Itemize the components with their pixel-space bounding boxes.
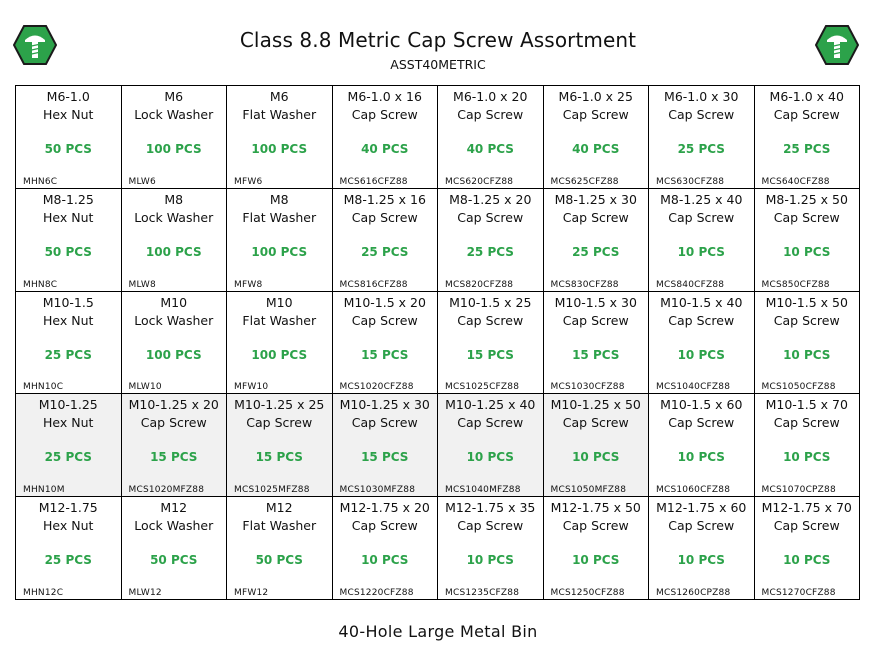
bin-quantity: 100 PCS [251, 142, 308, 156]
bin-quantity: 25 PCS [44, 450, 92, 465]
header [0, 0, 876, 86]
bin-quantity: 15 PCS [572, 347, 620, 362]
bin-part-number: MCS640CFZ88 [761, 176, 830, 187]
bin-cell [544, 394, 650, 497]
bin-cell [438, 86, 544, 189]
bin-part-number: MCS1060CFZ88 [656, 485, 731, 496]
bin-type: Hex Nut [43, 209, 94, 225]
bin-type: Cap Screw [246, 415, 313, 431]
bin-part-number: MCS1025MFZ88 [234, 485, 310, 496]
bin-quantity: 25 PCS [466, 244, 514, 259]
bin-quantity: 25 PCS [44, 553, 92, 568]
bin-quantity: 40 PCS [466, 142, 514, 156]
bin-quantity: 15 PCS [150, 450, 198, 465]
bin-quantity: 10 PCS [783, 347, 831, 362]
bin-type: Cap Screw [351, 209, 418, 225]
bin-size: M6-1.0 x 16 [347, 89, 422, 104]
bin-cell [544, 497, 650, 600]
bin-type: Flat Washer [242, 518, 317, 534]
bin-quantity: 10 PCS [466, 553, 514, 568]
bin-cell [438, 292, 544, 395]
bin-part-number: MCS820CFZ88 [445, 279, 514, 290]
bin-quantity: 25 PCS [783, 142, 831, 156]
bin-cell [333, 497, 439, 600]
bin-quantity: 100 PCS [145, 142, 202, 156]
bin-cell [755, 189, 861, 292]
bin-part-number: MHN10M [23, 485, 65, 496]
bin-cell [16, 189, 122, 292]
bin-type: Lock Washer [134, 518, 214, 534]
bin-type: Hex Nut [43, 107, 94, 122]
bin-part-number: MFW10 [234, 382, 269, 393]
bin-type: Cap Screw [351, 312, 418, 328]
bin-part-number: MHN12C [23, 588, 64, 598]
bin-cell [438, 394, 544, 497]
bin-type: Flat Washer [242, 312, 317, 328]
bin-part-number: MHN6C [23, 176, 58, 187]
bin-quantity: 25 PCS [572, 244, 620, 259]
bin-size: M12-1.75 x 70 [761, 500, 852, 516]
bin-part-number: MCS1270CFZ88 [761, 588, 836, 598]
bin-type: Cap Screw [773, 209, 840, 225]
bin-size: M6-1.0 x 30 [664, 89, 739, 104]
bin-quantity: 25 PCS [44, 347, 92, 362]
bin-cell [438, 189, 544, 292]
bin-size: M12-1.75 x 60 [656, 500, 747, 516]
bin-part-number: MCS850CFZ88 [761, 279, 830, 290]
bin-type: Hex Nut [43, 415, 94, 431]
bin-size: M6-1.0 [46, 89, 90, 104]
bin-cell [544, 189, 650, 292]
bin-quantity: 50 PCS [150, 553, 198, 568]
bin-quantity: 10 PCS [677, 347, 725, 362]
bin-cell [16, 86, 122, 189]
bin-type: Flat Washer [242, 209, 317, 225]
bin-type: Cap Screw [668, 209, 735, 225]
bin-type: Cap Screw [457, 107, 524, 122]
bin-quantity: 100 PCS [251, 244, 308, 259]
bin-quantity: 25 PCS [677, 142, 725, 156]
bin-part-number: MHN8C [23, 279, 58, 290]
bin-type: Cap Screw [773, 518, 840, 534]
bin-cell [649, 189, 755, 292]
bin-size: M6-1.0 x 20 [453, 89, 528, 104]
bin-cell [649, 292, 755, 395]
bin-type: Hex Nut [43, 312, 94, 328]
bin-cell [227, 292, 333, 395]
bin-part-number: MFW12 [234, 588, 269, 598]
bin-quantity: 10 PCS [572, 450, 620, 465]
bin-type: Cap Screw [457, 415, 524, 431]
bin-quantity: 15 PCS [255, 450, 303, 465]
bin-cell [755, 497, 861, 600]
bin-cell [122, 189, 228, 292]
bin-cell [649, 394, 755, 497]
bin-part-number: MCS1260CPZ88 [656, 588, 731, 598]
bin-type: Cap Screw [562, 415, 629, 431]
bin-type: Flat Washer [242, 107, 317, 122]
bin-cell [227, 189, 333, 292]
bin-part-number: MCS1020MFZ88 [128, 485, 205, 496]
bin-quantity: 10 PCS [677, 244, 725, 259]
bin-size: M12 [160, 500, 188, 516]
bin-cell [122, 86, 228, 189]
bin-quantity: 10 PCS [466, 450, 514, 465]
bin-part-number: MLW8 [128, 279, 156, 290]
bin-size: M10-1.5 x 30 [554, 294, 637, 310]
bin-type: Cap Screw [140, 415, 207, 431]
bin-type: Lock Washer [134, 209, 214, 225]
bin-cell [544, 292, 650, 395]
bin-quantity: 10 PCS [677, 553, 725, 568]
bin-type: Cap Screw [562, 312, 629, 328]
bin-size: M8 [269, 191, 289, 207]
bin-quantity: 15 PCS [361, 347, 409, 362]
bin-quantity: 10 PCS [783, 553, 831, 568]
bin-type: Cap Screw [351, 107, 418, 122]
bin-quantity: 50 PCS [44, 244, 92, 259]
bin-grid [15, 85, 860, 600]
bin-quantity: 10 PCS [572, 553, 620, 568]
bin-size: M6-1.0 x 40 [769, 89, 844, 104]
bin-quantity: 40 PCS [572, 142, 620, 156]
bin-type: Cap Screw [668, 415, 735, 431]
bin-size: M6 [269, 89, 289, 104]
bin-size: M12-1.75 [38, 500, 98, 516]
bin-part-number: MCS1040MFZ88 [445, 485, 521, 496]
bin-size: M8-1.25 x 40 [660, 191, 743, 207]
bin-size: M10-1.5 x 60 [660, 397, 743, 413]
bin-part-number: MCS625CFZ88 [550, 176, 619, 187]
bin-size: M12 [265, 500, 293, 516]
bin-part-number: MHN10C [23, 382, 64, 393]
bin-size: M10-1.25 x 50 [550, 397, 641, 413]
bin-quantity: 25 PCS [361, 244, 409, 259]
bin-cell [438, 497, 544, 600]
bin-part-number: MLW6 [128, 176, 156, 187]
bin-cell [16, 394, 122, 497]
bin-part-number: MLW10 [128, 382, 162, 393]
bin-cell [333, 394, 439, 497]
bin-type: Cap Screw [562, 209, 629, 225]
bin-part-number: MCS1025CFZ88 [445, 382, 520, 393]
bin-part-number: MCS1030CFZ88 [550, 382, 625, 393]
bin-type: Cap Screw [773, 415, 840, 431]
bin-size: M10-1.5 x 40 [660, 294, 743, 310]
bin-part-number: MCS1050CFZ88 [761, 382, 836, 393]
assortment-code: ASST40METRIC [390, 57, 486, 72]
bin-type: Cap Screw [457, 518, 524, 534]
bin-quantity: 10 PCS [783, 450, 831, 465]
bin-quantity: 10 PCS [677, 450, 725, 465]
bin-type: Cap Screw [668, 107, 735, 122]
bin-part-number: MLW12 [128, 588, 162, 598]
bin-size: M10-1.25 [38, 397, 98, 413]
bin-size: M8-1.25 x 16 [343, 191, 426, 207]
bin-cell [333, 292, 439, 395]
bin-cell [16, 497, 122, 600]
bin-part-number: MCS616CFZ88 [339, 176, 408, 187]
bin-part-number: MCS830CFZ88 [550, 279, 619, 290]
bin-size: M8-1.25 x 30 [554, 191, 637, 207]
bin-quantity: 15 PCS [466, 347, 514, 362]
bin-size: M10-1.5 [42, 294, 94, 310]
bin-size: M10-1.25 x 20 [128, 397, 219, 413]
bin-quantity: 100 PCS [145, 347, 202, 362]
bin-size: M6 [164, 89, 184, 104]
bin-size: M10-1.5 x 20 [343, 294, 426, 310]
bin-size: M10-1.25 x 40 [445, 397, 536, 413]
bin-type: Cap Screw [457, 209, 524, 225]
bin-type: Cap Screw [773, 107, 840, 122]
bin-cell [755, 394, 861, 497]
bin-part-number: MCS1250CFZ88 [550, 588, 625, 598]
bin-quantity: 50 PCS [255, 553, 303, 568]
bin-cell [122, 497, 228, 600]
bin-cell [333, 86, 439, 189]
bin-size: M10 [265, 294, 293, 310]
bin-type: Cap Screw [562, 518, 629, 534]
bin-cell [227, 497, 333, 600]
bin-size: M8-1.25 [42, 191, 94, 207]
bin-cell [227, 86, 333, 189]
bin-part-number: MFW8 [234, 279, 263, 290]
bin-part-number: MCS620CFZ88 [445, 176, 514, 187]
bin-cell [649, 497, 755, 600]
bin-type: Hex Nut [43, 518, 94, 534]
bin-quantity: 50 PCS [44, 142, 92, 156]
bin-size: M10-1.25 x 25 [234, 397, 325, 413]
bin-part-number: MCS1030MFZ88 [339, 485, 416, 496]
bin-size: M8-1.25 x 20 [449, 191, 532, 207]
bin-part-number: MCS1050MFZ88 [550, 485, 627, 496]
bin-size: M10-1.5 x 25 [449, 294, 532, 310]
bin-quantity: 10 PCS [361, 553, 409, 568]
bin-size: M8-1.25 x 50 [765, 191, 848, 207]
bin-quantity: 10 PCS [783, 244, 831, 259]
bin-quantity: 15 PCS [361, 450, 409, 465]
bin-part-number: MCS1040CFZ88 [656, 382, 731, 393]
bin-type: Cap Screw [562, 107, 629, 122]
page-title: Class 8.8 Metric Cap Screw Assortment [239, 28, 637, 52]
bin-size: M12-1.75 x 35 [445, 500, 536, 516]
bin-part-number: MCS1220CFZ88 [339, 588, 414, 598]
bin-size: M12-1.75 x 20 [339, 500, 430, 516]
bin-part-number: MCS1070CPZ88 [761, 485, 836, 496]
screw-hexagon-icon [815, 25, 859, 65]
bin-cell [544, 86, 650, 189]
bin-part-number: MCS1020CFZ88 [339, 382, 414, 393]
bin-type: Cap Screw [457, 312, 524, 328]
bin-type: Cap Screw [351, 415, 418, 431]
bin-quantity: 100 PCS [145, 244, 202, 259]
bin-type: Lock Washer [134, 107, 214, 122]
bin-description: 40-Hole Large Metal Bin [338, 622, 538, 641]
bin-cell [755, 86, 861, 189]
bin-cell [333, 189, 439, 292]
bin-size: M10-1.5 x 70 [765, 397, 848, 413]
bin-cell [755, 292, 861, 395]
bin-cell [16, 292, 122, 395]
bin-type: Cap Screw [351, 518, 418, 534]
bin-part-number: MCS630CFZ88 [656, 176, 725, 187]
bin-size: M8 [164, 191, 184, 207]
bin-type: Lock Washer [134, 312, 214, 328]
bin-size: M10-1.5 x 50 [765, 294, 848, 310]
bin-type: Cap Screw [668, 312, 735, 328]
bin-cell [649, 86, 755, 189]
bin-part-number: MCS1235CFZ88 [445, 588, 520, 598]
bin-quantity: 40 PCS [361, 142, 409, 156]
bin-quantity: 100 PCS [251, 347, 308, 362]
bin-size: M10-1.25 x 30 [339, 397, 430, 413]
bin-type: Cap Screw [668, 518, 735, 534]
bin-size: M10 [160, 294, 188, 310]
bin-part-number: MFW6 [234, 176, 263, 187]
bin-cell [227, 394, 333, 497]
bin-cell [122, 394, 228, 497]
bin-type: Cap Screw [773, 312, 840, 328]
bin-cell [122, 292, 228, 395]
bin-size: M6-1.0 x 25 [558, 89, 633, 104]
bin-size: M12-1.75 x 50 [550, 500, 641, 516]
bin-part-number: MCS816CFZ88 [339, 279, 408, 290]
bin-part-number: MCS840CFZ88 [656, 279, 725, 290]
